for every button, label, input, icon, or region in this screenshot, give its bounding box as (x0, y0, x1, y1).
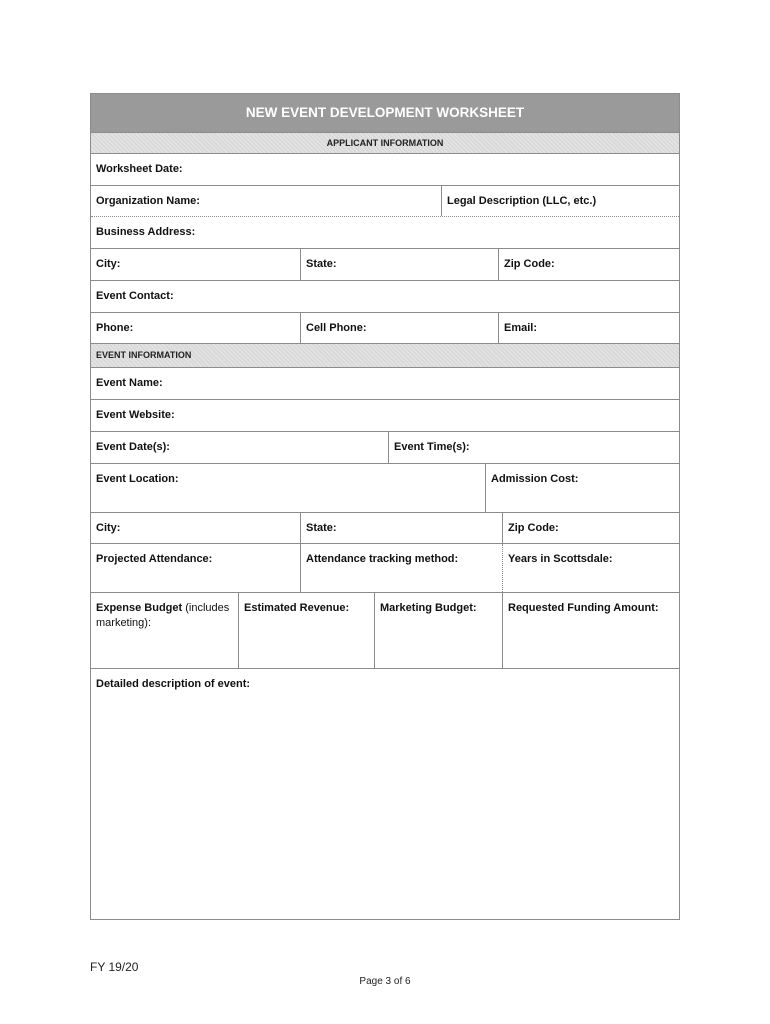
marketing-budget-field[interactable]: Marketing Budget: (375, 593, 503, 668)
event-city-row (91, 513, 679, 544)
requested-funding-field[interactable]: Requested Funding Amount: (508, 602, 659, 614)
event-name-field[interactable]: Event Name: (96, 377, 163, 389)
event-dates-row (91, 432, 679, 464)
applicant-section-header: APPLICANT INFORMATION (91, 133, 679, 154)
organization-name-field[interactable]: Organization Name: (91, 186, 442, 216)
event-website-field[interactable]: Event Website: (96, 409, 175, 421)
form-title: NEW EVENT DEVELOPMENT WORKSHEET (91, 94, 679, 133)
event-city-field[interactable]: City: (91, 513, 301, 543)
business-address-field[interactable]: Business Address: (96, 226, 196, 238)
event-location-row (91, 464, 679, 513)
expense-budget-field[interactable] (91, 593, 239, 668)
business-address-row (91, 217, 679, 249)
applicant-state-field[interactable]: State: (301, 249, 499, 280)
phone-field[interactable]: Phone: (91, 313, 301, 343)
phone-row (91, 313, 679, 344)
email-field[interactable]: Email: (504, 322, 538, 334)
event-state-field[interactable]: State: (301, 513, 503, 543)
legal-description-field[interactable]: Legal Description (LLC, etc.) (447, 195, 597, 207)
event-times-field[interactable]: Event Time(s): (394, 441, 470, 453)
event-name-row (91, 368, 679, 400)
budget-row (91, 593, 679, 669)
worksheet-date-field[interactable]: Worksheet Date: (96, 163, 183, 175)
projected-attendance-field[interactable]: Projected Attendance: (91, 544, 301, 592)
event-contact-row (91, 281, 679, 313)
estimated-revenue-field[interactable]: Estimated Revenue: (239, 593, 375, 668)
cell-phone-field[interactable]: Cell Phone: (301, 313, 499, 343)
event-contact-field[interactable]: Event Contact: (96, 290, 174, 302)
event-website-row (91, 400, 679, 432)
expense-budget-label: Expense Budget (96, 602, 183, 614)
expense-budget-note: (includes marketing): (96, 602, 230, 629)
attendance-tracking-field[interactable]: Attendance tracking method: (301, 544, 503, 592)
organization-row (91, 186, 679, 217)
event-dates-field[interactable]: Event Date(s): (91, 432, 389, 463)
fiscal-year-label: FY 19/20 (90, 960, 139, 974)
page-number: Page 3 of 6 (359, 976, 411, 987)
event-location-field[interactable]: Event Location: (91, 464, 486, 512)
event-zip-field[interactable]: Zip Code: (508, 522, 559, 534)
attendance-row (91, 544, 679, 593)
years-in-scottsdale-field[interactable]: Years in Scottsdale: (508, 553, 613, 565)
description-row (91, 669, 679, 919)
event-description-field[interactable]: Detailed description of event: (96, 678, 251, 690)
admission-cost-field[interactable]: Admission Cost: (491, 473, 579, 485)
applicant-zip-field[interactable]: Zip Code: (504, 258, 555, 270)
applicant-city-field[interactable]: City: (91, 249, 301, 280)
event-section-header: EVENT INFORMATION (91, 344, 679, 368)
event-worksheet-form (90, 93, 680, 920)
worksheet-date-row (91, 154, 679, 186)
applicant-location-row (91, 249, 679, 281)
